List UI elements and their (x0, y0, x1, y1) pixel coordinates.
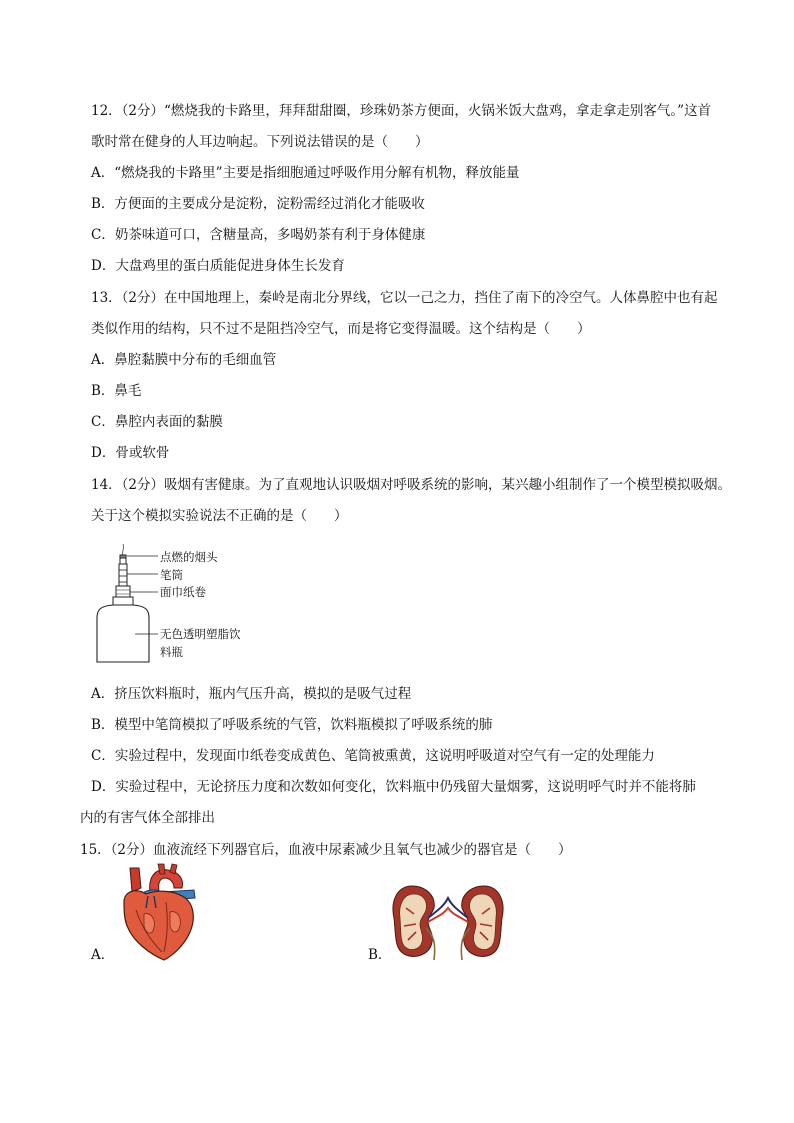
q14-option-d: D．实验过程中，无论挤压力度和次数如何变化，饮料瓶中仍残留大量烟雾，这说明呼气时并不能将肺 (91, 779, 696, 795)
figure-label-bottle-line2: 料瓶 (160, 645, 183, 659)
figure-label-bottle-line1: 无色透明塑脂饮 (160, 627, 241, 641)
q13-option-d: D．骨或软骨 (91, 445, 170, 461)
q12-option-a: A．“燃烧我的卡路里”主要是指细胞通过呼吸作用分解有机物，释放能量 (91, 165, 520, 181)
q14-option-b: B．模型中笔筒模拟了呼吸系统的气管，饮料瓶模拟了呼吸系统的肺 (91, 717, 493, 733)
q13-stem-line2: 类似作用的结构，只不过不是阻挡冷空气，而是将它变得温暖。这个结构是（ ） (91, 321, 591, 337)
q12-stem-line1: 12．（2分）“燃烧我的卡路里，拜拜甜甜圈，珍珠奶茶方便面，火锅米饭大盘鸡，拿走拿走别客气。”这首 (91, 103, 712, 119)
q14-option-c: C．实验过程中，发现面巾纸卷变成黄色、笔筒被熏黄，这说明呼吸道对空气有一定的处理能力 (91, 748, 655, 764)
q13-option-b: B．鼻毛 (91, 383, 142, 399)
figure-label-lit-cigarette: 点燃的烟头 (160, 550, 218, 564)
q15-stem: 15．（2分）血液流经下列器官后，血液中尿素减少且氧气也减少的器官是（ ） (80, 842, 572, 858)
q13-stem-line1: 13．（2分）在中国地理上，秦岭是南北分界线，它以一己之力，挡住了南下的冷空气。人体鼻腔中也有起 (91, 290, 718, 306)
figure-label-pen-barrel: 笔筒 (160, 568, 183, 582)
q14-option-a: A．挤压饮料瓶时，瓶内气压升高，模拟的是吸气过程 (91, 686, 412, 702)
q14-option-d-continued: 内的有害气体全部排出 (80, 810, 215, 826)
kidneys-image (386, 878, 510, 962)
q12-option-d: D．大盘鸡里的蛋白质能促进身体生长发育 (91, 258, 345, 274)
q12-stem-line2: 歌时常在健身的人耳边响起。下列说法错误的是（ ） (91, 134, 429, 150)
q15-option-a-label: A． (91, 947, 115, 963)
q13-option-c: C．鼻腔内表面的黏膜 (91, 414, 223, 430)
q13-option-a: A．鼻腔黏膜中分布的毛细血管 (91, 352, 277, 368)
figure-label-tissue-roll: 面巾纸卷 (160, 585, 206, 599)
q15-option-b-label: B． (368, 947, 392, 963)
q14-stem-line2: 关于这个模拟实验说法不正确的是（ ） (91, 508, 348, 524)
q12-option-b: B．方便面的主要成分是淀粉，淀粉需经过消化才能吸收 (91, 196, 425, 212)
q12-option-c: C．奶茶味道可口，含糖量高，多喝奶茶有利于身体健康 (91, 227, 426, 243)
q14-stem-line1: 14．（2分）吸烟有害健康。为了直观地认识吸烟对呼吸系统的影响，某兴趣小组制作了一个模型模拟吸烟。 (91, 477, 732, 493)
heart-image (110, 862, 210, 962)
